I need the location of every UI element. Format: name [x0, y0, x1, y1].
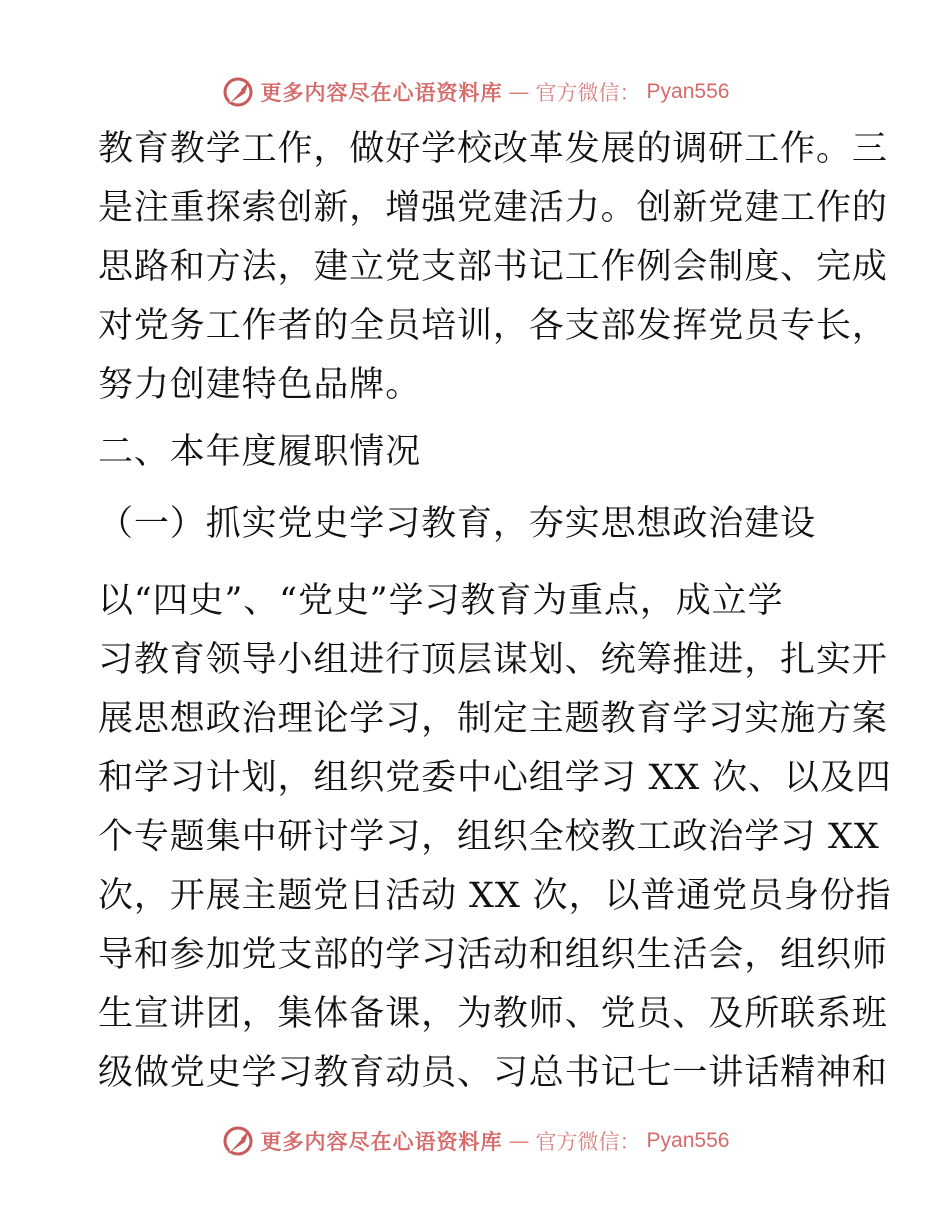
- body-text-line: 和学习计划，组织党委中心组学习 XX 次、以及四: [98, 758, 892, 798]
- body-text-line: 导和参加党支部的学习活动和组织生活会，组织师: [98, 935, 888, 975]
- body-text-line: 努力创建特色品牌。: [98, 365, 422, 405]
- body-text-line: 思路和方法，建立党支部书记工作例会制度、完成: [98, 247, 888, 287]
- body-text-line: 教育教学工作，做好学校改革发展的调研工作。三: [98, 129, 888, 169]
- body-text-line: 个专题集中研讨学习，组织全校教工政治学习 XX: [98, 817, 880, 857]
- watermark-account: Pyan556: [646, 1129, 730, 1152]
- watermark-header: [0, 72, 950, 112]
- subsection-heading: （一）抓实党史学习教育，夯实思想政治建设: [98, 504, 817, 544]
- watermark-account: Pyan556: [646, 80, 730, 103]
- section-heading: 二、本年度履职情况: [98, 432, 422, 472]
- body-text-line: 习教育领导小组进行顶层谋划、统筹推进，扎实开: [98, 640, 888, 680]
- watermark-account-label: 官方微信：: [535, 1130, 641, 1154]
- watermark-footer: [0, 1121, 950, 1161]
- body-text-line: 级做党史学习教育动员、习总书记七一讲话精神和: [98, 1053, 888, 1093]
- body-text-line: 是注重探索创新，增强党建活力。创新党建工作的: [98, 188, 888, 228]
- quill-logo-icon: [221, 75, 255, 109]
- watermark-account-label: 官方微信：: [535, 81, 641, 105]
- body-text-line: 次，开展主题党日活动 XX 次，以普通党员身份指: [98, 876, 892, 916]
- body-text-line: 生宣讲团，集体备课，为教师、党员、及所联系班: [98, 994, 888, 1034]
- body-text-line: 对党务工作者的全员培训，各支部发挥党员专长，: [98, 306, 888, 346]
- watermark-dash: —: [508, 1129, 530, 1153]
- watermark-dash: —: [508, 80, 530, 104]
- watermark-main-text: 更多内容尽在心语资料库: [260, 1130, 503, 1154]
- watermark-main-text: 更多内容尽在心语资料库: [260, 81, 503, 105]
- body-text-line: 展思想政治理论学习，制定主题教育学习实施方案: [98, 699, 888, 739]
- body-text-line: 以“四史”、“党史”学习教育为重点，成立学: [98, 581, 784, 621]
- quill-logo-icon: [221, 1124, 255, 1158]
